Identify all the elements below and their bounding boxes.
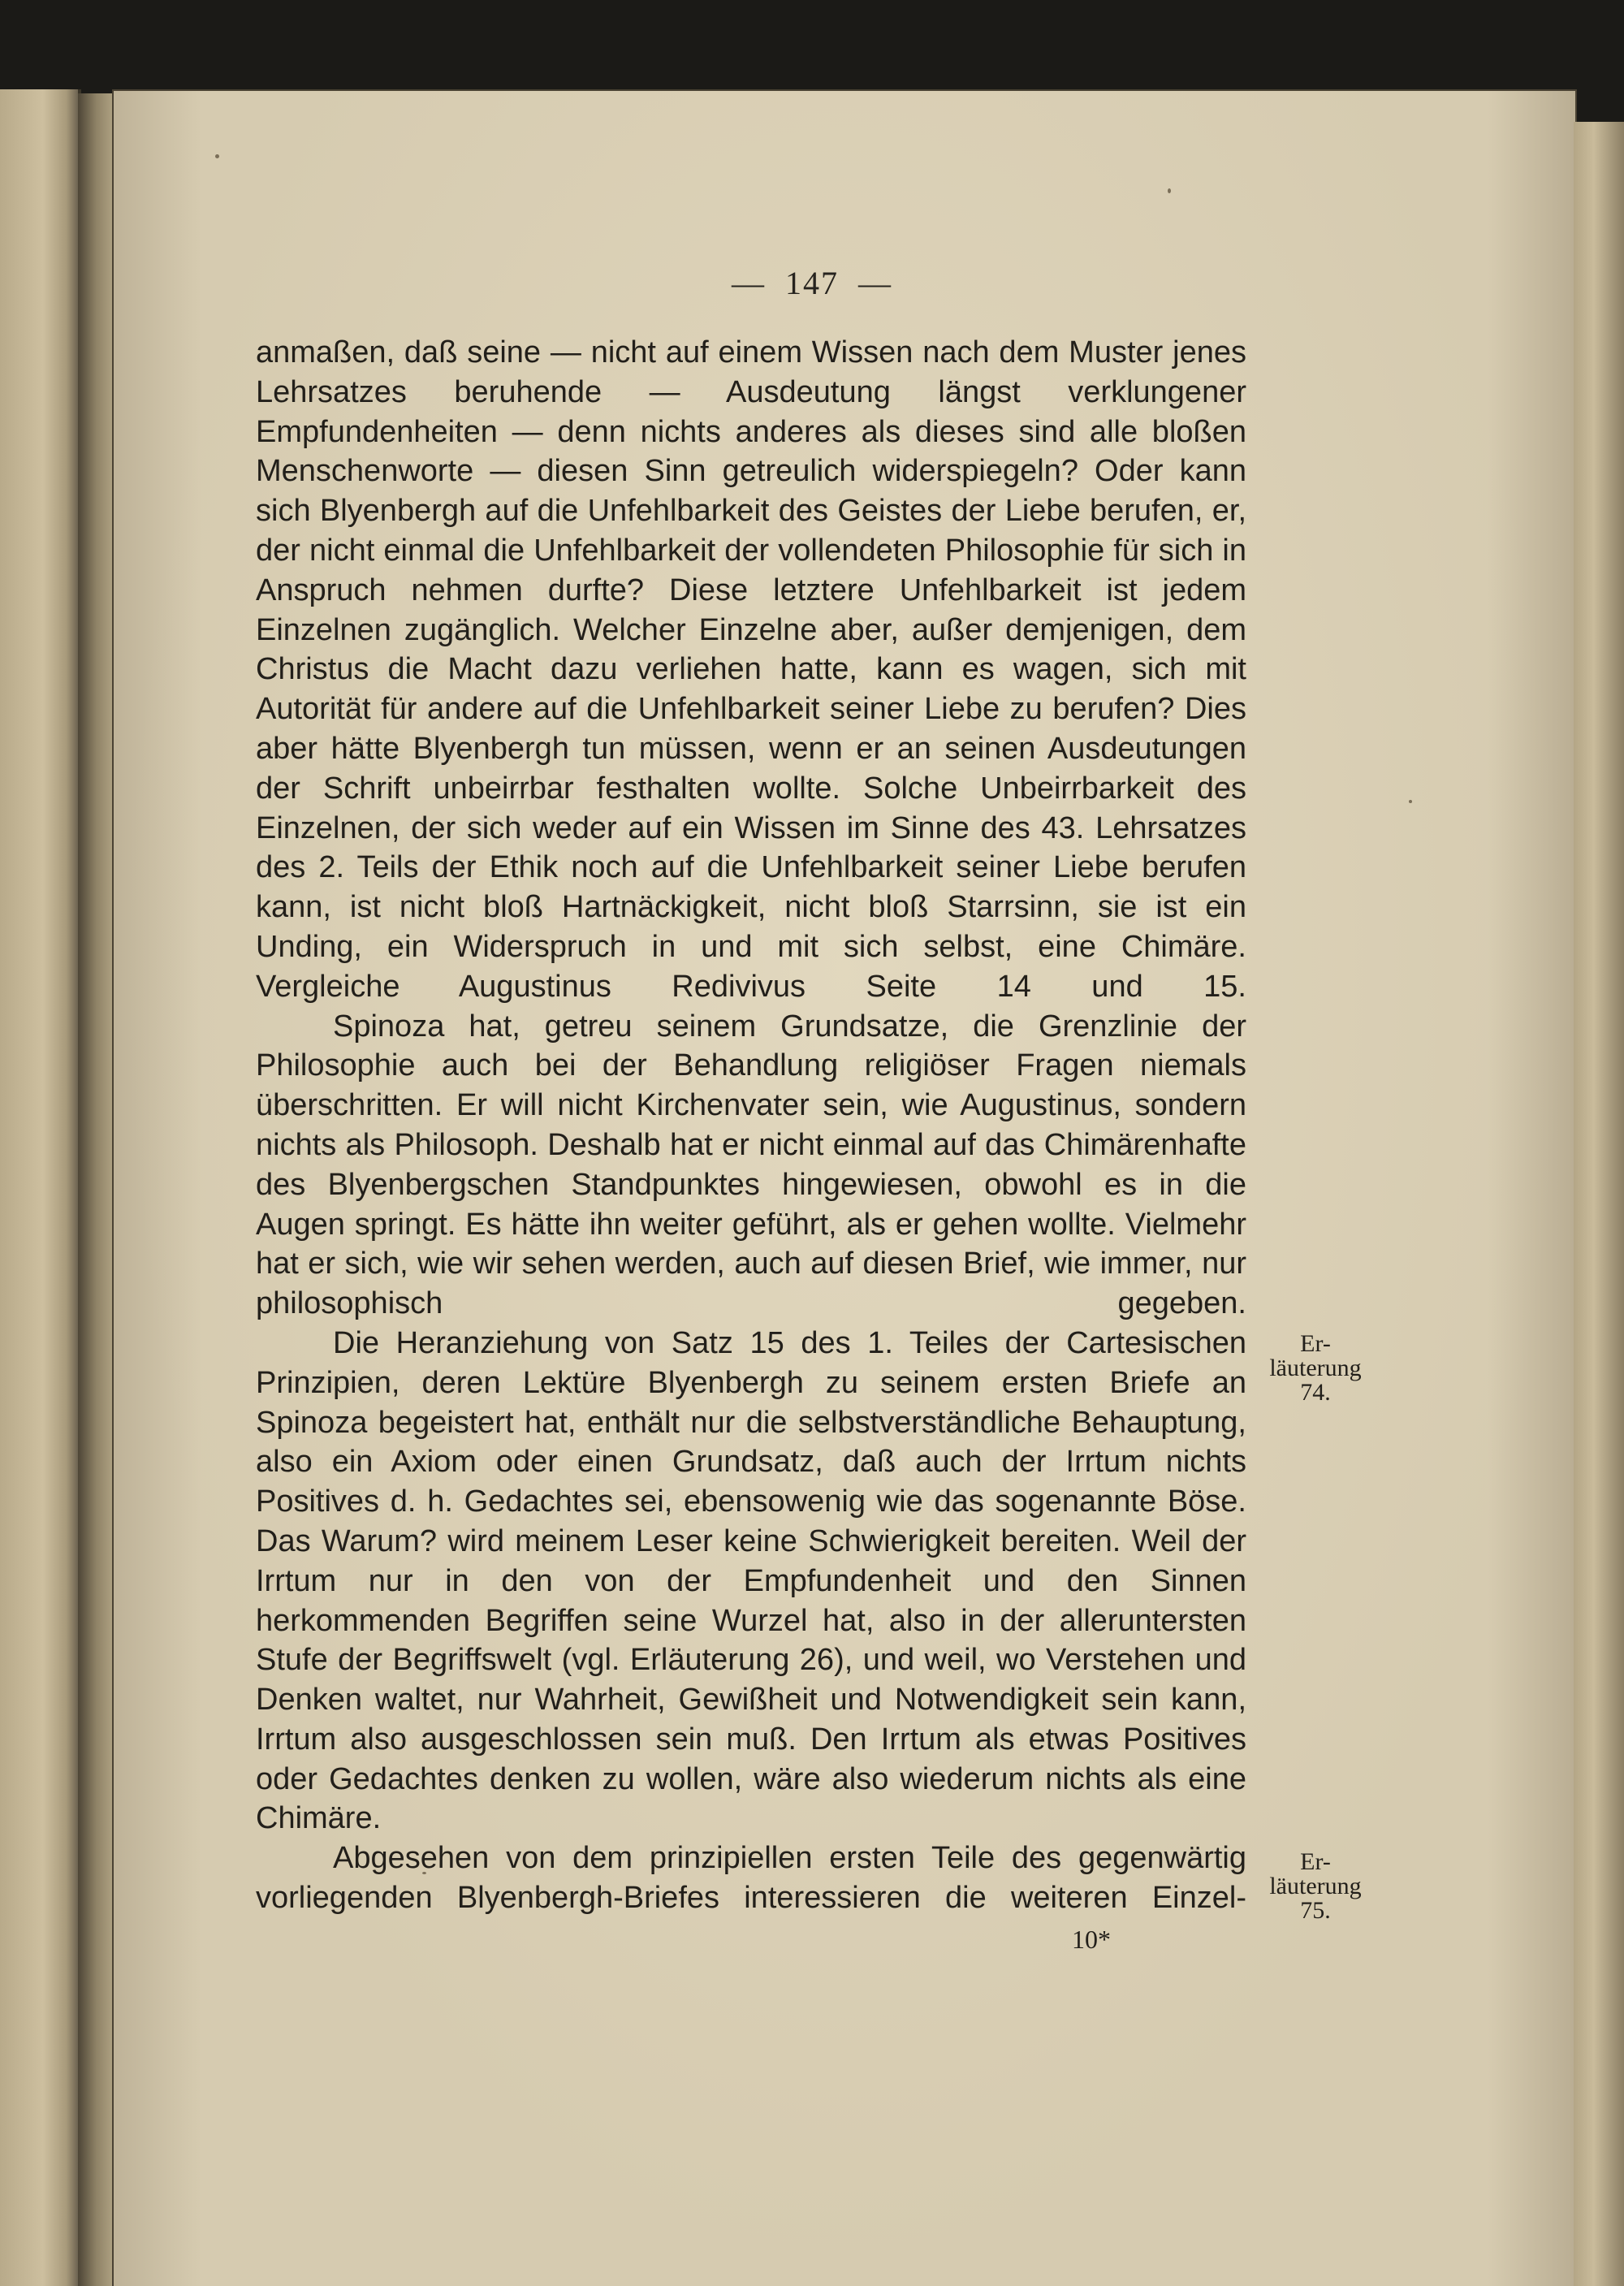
printer-signature-mark: 10* <box>1072 1925 1111 1954</box>
paragraph: Die Heranziehung von Satz 15 des 1. Teiles der Cartesischen Prinzipien, deren Lektüre Blyenbergh zu seinem ersten Briefe an Spinoza begeistert hat, enthält nur die selbstverständliche Behauptung, also ein Axiom oder einen Grundsatz, daß auch der Irrtum nichts Positives d. h. Gedachtes sei, ebensowenig wie das sogenannte Böse. Das Warum? wird meinem Leser keine Schwierigkeit bereiten. Weil der Irrtum nur in den von der Empfundenheit und den Sinnen herkommenden Begriffen seine Wurzel hat, also in der alleruntersten Stufe der Begriffswelt (vgl. Erläuterung 26), und weil, wo Verstehen und Denken waltet, nur Wahrheit, Gewißheit und Notwendigkeit sein kann, Irrtum also ausgeschlossen sein muß. Den Irrtum als etwas Positives oder Gedachtes denken zu wollen, wäre also wiederum nichts als eine Chimäre. <box>256 1325 1246 1836</box>
paper-speck <box>1409 800 1412 803</box>
margin-note-erlaeuterung-75 <box>1246 1850 1384 1923</box>
margin-note-erlaeuterung-74 <box>1246 1332 1384 1405</box>
margin-note-line: 74. <box>1300 1379 1331 1406</box>
margin-note-line: Er- <box>1300 1848 1331 1875</box>
margin-note-line: läuterung <box>1269 1355 1362 1381</box>
paper-speck <box>215 154 219 158</box>
margin-note-line: 75. <box>1300 1897 1331 1924</box>
page-number-dash-right: — <box>858 265 892 301</box>
paragraph: Spinoza hat, getreu seinem Grundsatze, die Grenzlinie der Philosophie auch bei der Behandlung religiöser Fragen niemals überschritten. Er will nicht Kirchenvater sein, wie Augustinus, sondern nichts als Philosoph. Deshalb hat er nicht einmal auf das Chimärenhafte des Blyenbergschen Standpunktes hingewiesen, obwohl es in die Augen springt. Es hätte ihn weiter geführt, als er gehen wollte. Vielmehr hat er sich, wie wir sehen werden, auch auf diesen Brief, wie immer, nur philosophisch gegeben. <box>256 1009 1246 1321</box>
right-page-edges <box>1574 122 1624 2286</box>
body-text <box>256 333 1246 1918</box>
page-number-dash-left: — <box>732 265 766 301</box>
margin-note-line: läuterung <box>1269 1873 1362 1899</box>
paper-speck <box>1168 188 1171 193</box>
paragraph: Abgesehen von dem prinzipiellen ersten Teile des gegenwärtig vorliegenden Blyenbergh-Briefes interessieren die weiteren Einzel- <box>256 1841 1246 1916</box>
page-number: 147 <box>785 265 839 301</box>
left-page-edge <box>0 89 81 2286</box>
page-number-header <box>0 264 1624 302</box>
book-gutter <box>78 93 119 2286</box>
margin-note-line: Er- <box>1300 1330 1331 1357</box>
paragraph: anmaßen, daß seine — nicht auf einem Wissen nach dem Muster jenes Lehrsatzes beruhende — Ausdeutung längst verklungener Empfundenheiten — denn nichts anderes als dieses sind alle bloßen Menschenworte — diesen Sinn getreulich widerspiegeln? Oder kann sich Blyenbergh auf die Unfehlbarkeit des Geistes der Liebe berufen, er, der nicht einmal die Unfehlbarkeit der vollendeten Philosophie für sich in Anspruch nehmen durfte? Diese letztere Unfehlbarkeit ist jedem Einzelnen zugänglich. Welcher Einzelne aber, außer demjenigen, dem Christus die Macht dazu verliehen hatte, kann es wagen, sich mit Autorität für andere auf die Unfehlbarkeit seiner Liebe zu berufen? Dies aber hätte Blyenbergh tun müssen, wenn er an seinen Ausdeutungen der Schrift unbeirrbar festhalten wollte. Solche Unbeirrbarkeit des Einzelnen, der sich weder auf ein Wissen im Sinne des 43. Lehrsatzes des 2. Teils der Ethik noch auf die Unfehlbarkeit seiner Liebe berufen kann, ist nicht bloß Hartnäckigkeit, nicht bloß Starrsinn, sie ist ein Unding, ein Widerspruch in und mit sich selbst, eine Chimäre. Vergleiche Augustinus Redivivus Seite 14 und 15. <box>256 335 1246 1004</box>
